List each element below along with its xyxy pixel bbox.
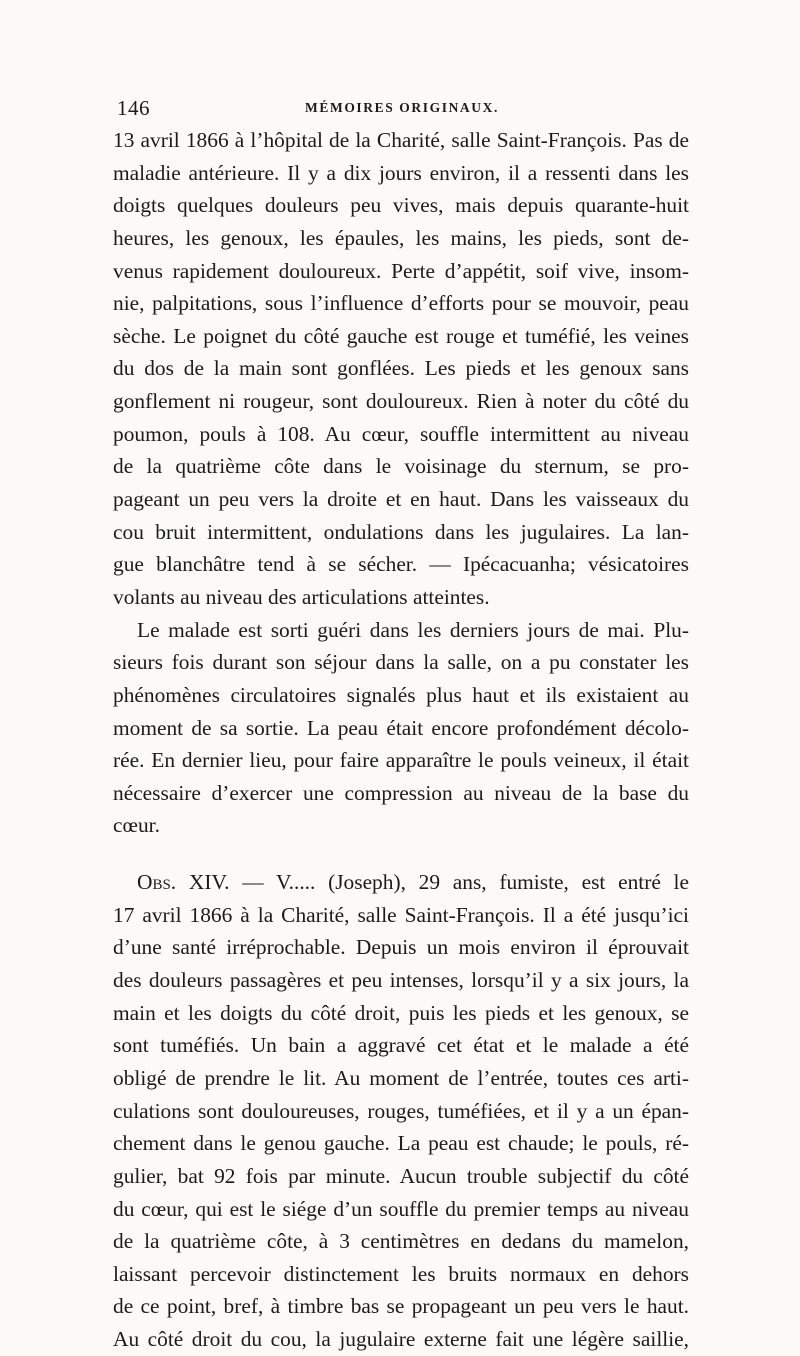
text-line: phénomènes circulatoires signalés plus haut et ils existaient au [113, 682, 689, 707]
text-line: du dos de la main sont gonflées. Les pieds et les genoux sans [113, 356, 689, 381]
text-line: Au côté droit du cou, la jugulaire externe fait une légère saillie, [113, 1327, 689, 1352]
text-line: gue blanchâtre tend à se sécher. — Ipécacuanha; vésicatoires [113, 552, 689, 577]
paragraph-2 [113, 614, 689, 842]
text-line: de la quatrième côte, à 3 centimètres en dedans du mamelon, [113, 1229, 689, 1254]
text-line: sont tuméfiés. Un bain a aggravé cet état et le malade a été [113, 1033, 689, 1058]
body-text [113, 124, 689, 1356]
paragraph-1 [113, 124, 689, 614]
text-line: gulier, bat 92 fois par minute. Aucun trouble subjectif du côté [113, 1163, 689, 1188]
text-line: des douleurs passagères et peu intenses, lorsqu’il y a six jours, la [113, 968, 689, 993]
observation-intro: — V..... (Joseph), 29 ans, fumiste, est entré le [229, 870, 689, 895]
text-line: venus rapidement douloureux. Perte d’appétit, soif vive, insom- [113, 258, 689, 283]
text-line: 17 avril 1866 à la Charité, salle Saint-François. Il a été jusqu’ici [113, 902, 689, 927]
running-title: MÉMOIRES ORIGINAUX. [305, 100, 499, 115]
text-line: sieurs fois durant son séjour dans la salle, on a pu constater les [113, 650, 689, 675]
text-line: chement dans le genou gauche. La peau est chaude; le pouls, ré- [113, 1131, 689, 1156]
text-line: culations sont douloureuses, rouges, tuméfiées, et il y a un épan- [113, 1098, 689, 1123]
text-line: doigts quelques douleurs peu vives, mais depuis quarante-huit [113, 193, 689, 218]
text-line [113, 866, 689, 899]
text-line: sèche. Le poignet du côté gauche est rouge et tuméfié, les veines [113, 323, 689, 348]
text-line: laissant percevoir distinctement les bruits normaux en dehors [113, 1261, 689, 1286]
text-line: de la quatrième côte dans le voisinage du sternum, se pro- [113, 454, 689, 479]
text-line: volants au niveau des articulations atteintes. [113, 584, 490, 609]
text-line: cou bruit intermittent, ondulations dans les jugulaires. La lan- [113, 519, 689, 544]
text-line: pageant un peu vers la droite et en haut. Dans les vaisseaux du [113, 487, 689, 512]
text-line: 13 avril 1866 à l’hôpital de la Charité, salle Saint-François. Pas de [113, 128, 689, 152]
text-line: nécessaire d’exercer une compression au niveau de la base du [113, 780, 689, 805]
text-line: Le malade est sorti guéri dans les derniers jours de mai. Plu- [137, 617, 689, 642]
text-line: nie, palpitations, sous l’influence d’efforts pour se mouvoir, peau [113, 291, 689, 316]
page-number: 146 [117, 96, 150, 120]
text-line: poumon, pouls à 108. Au cœur, souffle intermittent au niveau [113, 421, 689, 446]
text-line: moment de sa sortie. La peau était encore profondément décolo- [113, 715, 689, 740]
text-line: maladie antérieure. Il y a dix jours environ, il a ressenti dans les [113, 160, 689, 185]
text-line: obligé de prendre le lit. Au moment de l’entrée, toutes ces arti- [113, 1065, 689, 1090]
observation-label: Obs. XIV. [137, 870, 230, 895]
text-line: d’une santé irréprochable. Depuis un mois environ il éprouvait [113, 935, 689, 960]
text-line: heures, les genoux, les épaules, les mains, les pieds, sont de- [113, 225, 689, 250]
text-line: de ce point, bref, à timbre bas se propageant un peu vers le haut. [113, 1294, 689, 1319]
observation-xiv [113, 866, 689, 1356]
paragraph-gap [113, 842, 689, 866]
text-line: main et les doigts du côté droit, puis les pieds et les genoux, se [113, 1000, 689, 1025]
text-line: cœur. [113, 813, 160, 838]
text-line: du cœur, qui est le siége d’un souffle du premier temps au niveau [113, 1196, 689, 1221]
page-header [117, 96, 687, 126]
text-line: rée. En dernier lieu, pour faire apparaître le pouls veineux, il était [113, 748, 689, 773]
text-line: gonflement ni rougeur, sont douloureux. Rien à noter du côté du [113, 389, 689, 414]
